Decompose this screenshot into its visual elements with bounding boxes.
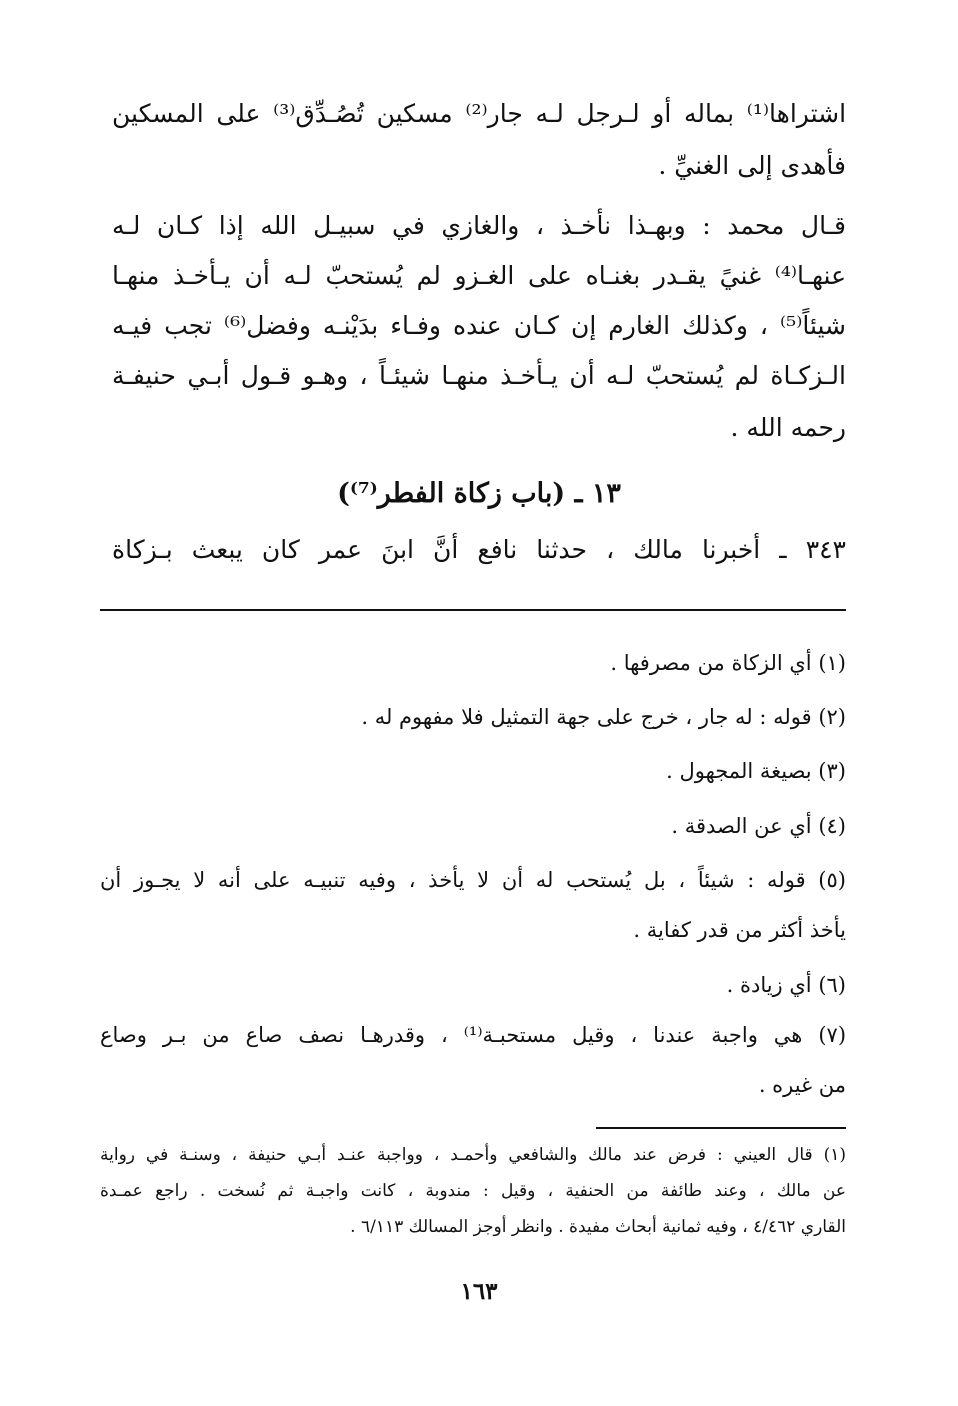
footnote-7: (٧) هي واجبة عندنا ، وقيل مستحبـة⁽¹⁾ ، وقدرهـا نصف صاع من بـر وصاع: [100, 1023, 846, 1047]
footnote-divider: [100, 609, 846, 611]
page-number: ١٦٣: [460, 1278, 498, 1305]
footnote-5-continued: يأخذ أكثر من قدر كفاية .: [633, 918, 846, 942]
body-line-3: قـال محمد : وبهـذا نأخـذ ، والغازي في سبيـل الله إذا كـان لـه: [112, 211, 846, 240]
chapter-heading: ١٣ ـ (باب زكاة الفطر⁽⁷⁾): [337, 478, 621, 509]
sub-footnote-line-3: القاري ٤/٤٦٢ ، وفيه ثمانية أبحاث مفيدة . وانظر أوجز المسالك ٦/١١٣ .: [350, 1217, 846, 1237]
sub-footnote-line-2: عن مالك ، وعند طائفة من الحنفية ، وقيل : مندوبة ، كانت واجبـة ثم نُسخت . راجع عمـدة: [100, 1181, 846, 1201]
sub-footnote-line-1: (١) قال العيني : فرض عند مالك والشافعي وأحمـد ، وواجبة عنـد أبـي حنيفة ، وسنـة في رواية: [100, 1145, 846, 1165]
footnote-7-continued: من غيره .: [758, 1073, 846, 1097]
body-line-5: شيئاً⁽⁵⁾ ، وكذلك الغارم إن كـان عنده وفـاء بدَيْنـه وفضل⁽⁶⁾ تجب فيـه: [112, 311, 846, 340]
footnote-4: (٤) أي عن الصدقة .: [671, 814, 846, 838]
body-line-1: اشتراها⁽¹⁾ بماله أو لـرجل لـه جار⁽²⁾ مسكين تُصُـدِّق⁽³⁾ على المسكين: [112, 99, 846, 128]
body-line-7: رحمه الله .: [730, 413, 846, 442]
sub-footnote-divider: [596, 1127, 846, 1129]
footnote-6: (٦) أي زيادة .: [726, 973, 846, 997]
footnote-5: (٥) قوله : شيئاً ، بل يُستحب له أن لا يأخذ ، وفيه تنبيـه على أنه لا يجـوز أن: [100, 868, 846, 892]
body-line-6: الـزكـاة لم يُستحبّ لـه أن يـأخـذ منهـا شيئـاً ، وهـو قـول أبـي حنيفـة: [112, 361, 846, 390]
footnote-3: (٣) بصيغة المجهول .: [666, 759, 846, 783]
body-line-4: عنهـا⁽⁴⁾ غنيً يقـدر بغنـاه على الغـزو لم يُستحبّ لـه أن يـأخـذ منهـا: [112, 261, 846, 290]
body-line-2: فأهدى إلى الغنيِّ .: [658, 151, 846, 180]
footnote-2: (٢) قوله : له جار ، خرج على جهة التمثيل فلا مفهوم له .: [361, 705, 846, 729]
hadith-line: ٣٤٣ ـ أخبرنا مالك ، حدثنا نافع أنَّ ابنَ عمر كان يبعث بـزكاة: [112, 535, 846, 564]
footnote-1: (١) أي الزكاة من مصرفها .: [610, 651, 846, 675]
